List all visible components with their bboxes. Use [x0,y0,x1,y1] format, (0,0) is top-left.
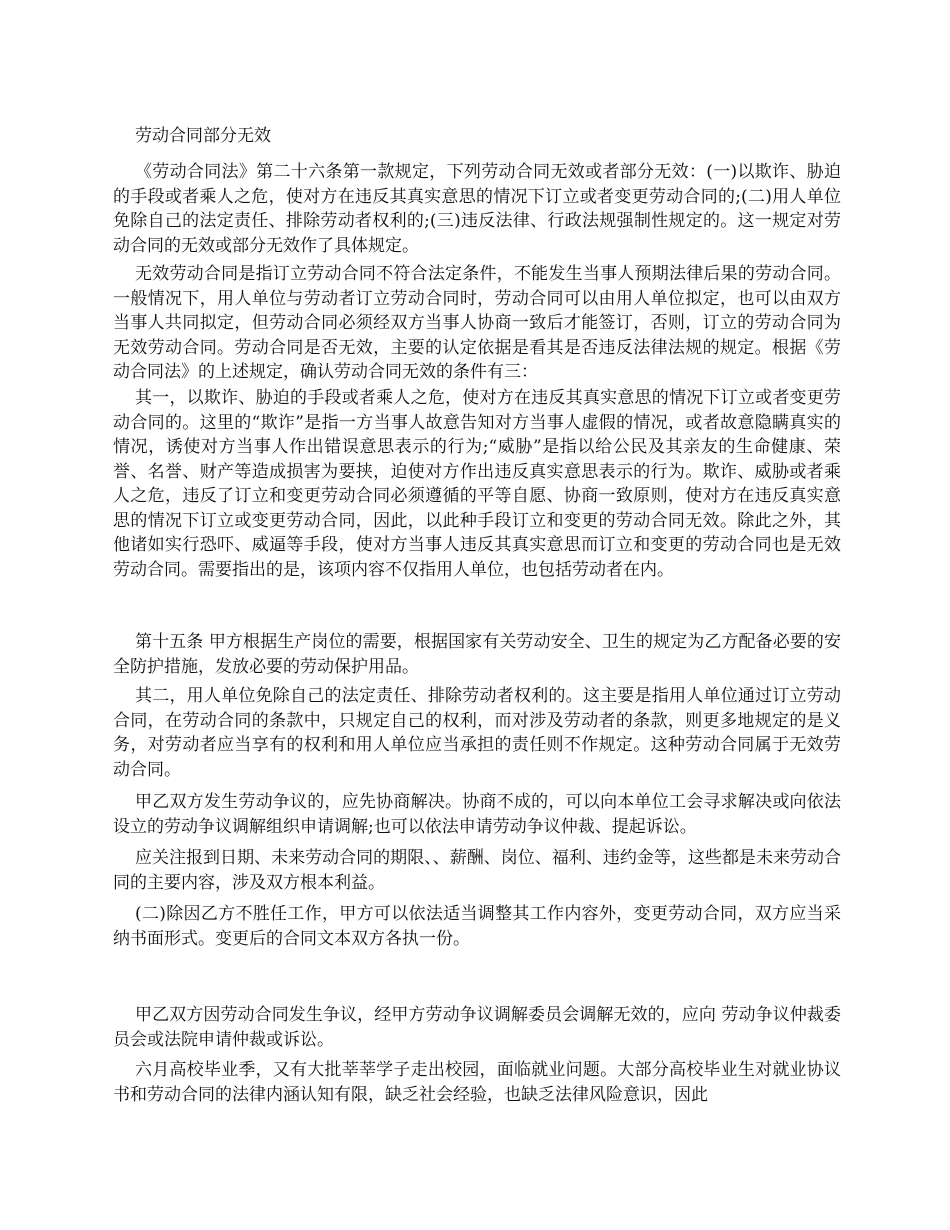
paragraph-4: 第十五条 甲方根据生产岗位的需要，根据国家有关劳动安全、卫生的规定为乙方配备必要的安全防护措施，发放必要的劳动保护用品。 [113,632,841,677]
paragraph-2: 无效劳动合同是指订立劳动合同不符合法定条件，不能发生当事人预期法律后果的劳动合同。一般情况下，用人单位与劳动者订立劳动合同时，劳动合同可以由用人单位拟定，也可以由双方当事人共同拟定，但劳动合同必须经双方当事人协商一致后才能签订，否则，订立的劳动合同为无效劳动合同。劳动合同是否无效，主要的认定依据是看其是否违反法律法规的规定。根据《劳动合同法》的上述规定，确认劳动合同无效的条件有三： [113,264,841,382]
paragraph-9: 甲乙双方因劳动合同发生争议，经甲方劳动争议调解委员会调解无效的，应向 劳动争议仲裁委员会或法院申请仲裁或诉讼。 [113,1005,841,1050]
paragraph-3: 其一，以欺诈、胁迫的手段或者乘人之危，使对方在违反其真实意思的情况下订立或者变更劳动合同的。这里的“欺诈”是指一方当事人故意告知对方当事人虚假的情况，或者故意隐瞒真实的情况，诱使对方当事人作出错误意思表示的行为;“威胁”是指以给公民及其亲友的生命健康、荣誉、名誉、财产等造成损害为要挟，迫使对方作出违反真实意思表示的行为。欺诈、威胁或者乘人之危，违反了订立和变更劳动合同必须遵循的平等自愿、协商一致原则，使对方在违反真实意思的情况下订立或变更劳动合同，因此，以此种手段订立和变更的劳动合同无效。除此之外，其他诸如实行恐吓、威逼等手段，使对方当事人违反其真实意思而订立和变更的劳动合同也是无效劳动合同。需要指出的是，该项内容不仅指用人单位，也包括劳动者在内。 [113,388,841,580]
paragraph-10: 六月高校毕业季，又有大批莘莘学子走出校园，面临就业问题。大部分高校毕业生对就业协议书和劳动合同的法律内涵认知有限，缺乏社会经验，也缺乏法律风险意识，因此 [113,1060,841,1105]
paragraph-6: 甲乙双方发生劳动争议的，应先协商解决。协商不成的，可以向本单位工会寻求解决或向依法设立的劳动争议调解组织申请调解;也可以依法申请劳动争议仲裁、提起诉讼。 [113,792,841,837]
paragraph-8: (二)除因乙方不胜任工作，甲方可以依法适当调整其工作内容外，变更劳动合同，双方应当采纳书面形式。变更后的合同文本双方各执一份。 [113,904,841,949]
paragraph-7: 应关注报到日期、未来劳动合同的期限、、薪酬、岗位、福利、违约金等，这些都是未来劳动合同的主要内容，涉及双方根本利益。 [113,848,841,893]
document-title: 劳动合同部分无效 [135,126,271,146]
paragraph-5: 其二，用人单位免除自己的法定责任、排除劳动者权利的。这主要是指用人单位通过订立劳动合同，在劳动合同的条款中，只规定自己的权利，而对涉及劳动者的条款，则更多地规定的是义务，对劳动者应当享有的权利和用人单位应当承担的责任则不作规定。这种劳动合同属于无效劳动合同。 [113,686,841,780]
paragraph-1: 《劳动合同法》第二十六条第一款规定，下列劳动合同无效或者部分无效：(一)以欺诈、胁迫的手段或者乘人之危，使对方在违反其真实意思的情况下订立或者变更劳动合同的;(二)用人单位免除自己的法定责任、排除劳动者权利的;(三)违反法律、行政法规强制性规定的。这一规定对劳动合同的无效或部分无效作了具体规定。 [113,162,841,256]
